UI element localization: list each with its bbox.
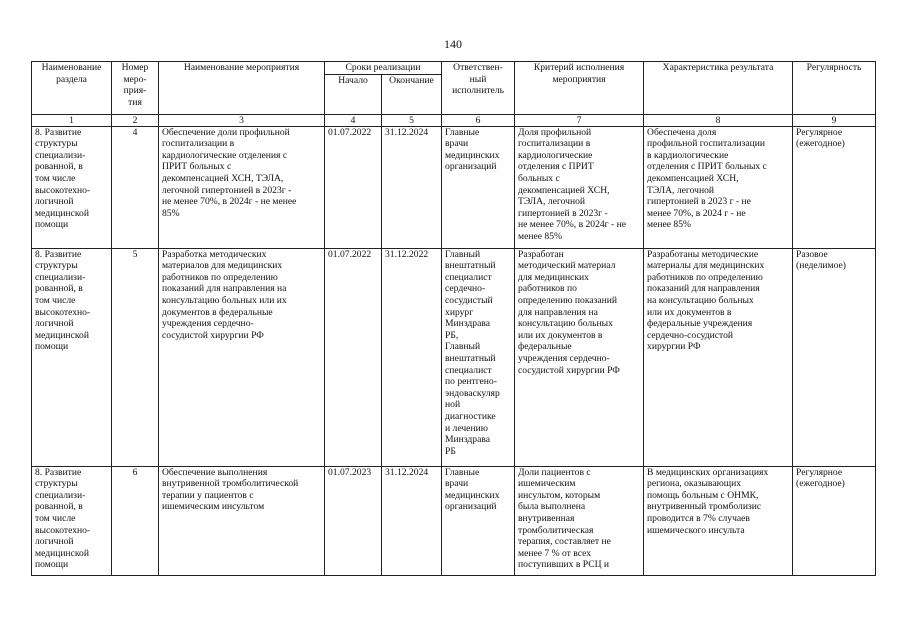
column-number-row bbox=[32, 114, 876, 126]
header-criterion: Критерий исполнения мероприятия bbox=[515, 62, 644, 115]
row-result: Разработаны методические материалы для медицинских работников по определению показаний для направления на консультацию больных или их документов в федеральные учреждения сердечно-сосудистой хирургии РФ bbox=[644, 248, 793, 466]
row-end: 31.12.2022 bbox=[382, 248, 442, 466]
events-table bbox=[31, 61, 876, 576]
table-row bbox=[32, 248, 876, 466]
row-result: В медицинских организациях региона, оказывающих помощь больным с ОНМК, внутривенный тромболизис проводится в 7% случаев ишемического инсульта bbox=[647, 466, 769, 536]
row-event: Обеспечение доли профильной госпитализации в кардиологические отделения с ПРИТ больных с декомпенсацией ХСН, ТЭЛА, легочной гипертонией в 2023г - не менее 70%, в 2024г - не менее 85% bbox=[159, 126, 325, 248]
row-number: 6 bbox=[112, 466, 159, 575]
column-number: 2 bbox=[112, 114, 159, 126]
row-criterion: Разработан методический материал для медицинских работников по определению показаний для направления на консультацию больных или их документов в федеральные учреждения сердечно- сосудистой хирургии РФ bbox=[515, 248, 644, 466]
header-terms: Сроки реализации bbox=[325, 62, 442, 75]
row-start: 01.07.2022 bbox=[325, 126, 382, 248]
column-number: 3 bbox=[159, 114, 325, 126]
column-number: 6 bbox=[442, 114, 515, 126]
row-event: Разработка методических материалов для медицинских работников по определению показаний для направления на консультацию больных или их документов в федеральные учреждения сердечно- сосудистой хирургии РФ bbox=[159, 248, 325, 466]
column-number: 7 bbox=[515, 114, 644, 126]
row-end: 31.12.2024 bbox=[382, 466, 442, 575]
row-end: 31.12.2024 bbox=[382, 126, 442, 248]
column-number: 9 bbox=[793, 114, 876, 126]
header-result: Характеристика результата bbox=[644, 62, 793, 115]
table-row bbox=[32, 126, 876, 248]
row-criterion: Доли пациентов с ишемическим инсультом, которым была выполнена внутривенная тромболитическая терапия, составляет не менее 7 % от всех поступивших в РСЦ и bbox=[518, 466, 611, 571]
row-start: 01.07.2022 bbox=[325, 248, 382, 466]
header-number: Номер меро- прия- тия bbox=[112, 62, 159, 115]
row-start: 01.07.2023 bbox=[325, 466, 382, 575]
row-event: Обеспечение выполнения внутривенной тромболитической терапии у пациентов с ишемическим инсультом bbox=[162, 466, 299, 513]
row-number: 4 bbox=[112, 126, 159, 248]
row-regularity: Регулярное (ежегодное) bbox=[793, 126, 876, 248]
column-number: 1 bbox=[32, 114, 112, 126]
header-section: Наименование раздела bbox=[32, 62, 112, 115]
header-responsible: Ответствен- ный исполнитель bbox=[442, 62, 515, 115]
header-regularity: Регулярность bbox=[793, 62, 876, 115]
page-number: 140 bbox=[444, 37, 462, 51]
row-section: 8. Развитие структуры специализи- рованной, в том числе высокотехно- логичной медицинской помощи bbox=[32, 126, 112, 248]
header-start: Начало bbox=[325, 74, 382, 114]
row-responsible: Главный внештатный специалист сердечно- сосудистый хирург Минздрава РБ, Главный внештатный специалист по рентгено- эндоваскуляр ной диагностике и лечению Минздрава РБ bbox=[442, 248, 515, 466]
row-regularity: Регулярное (ежегодное) bbox=[796, 466, 845, 490]
row-section: 8. Развитие структуры специализи- рованной, в том числе высокотехно- логичной медицинской помощи bbox=[35, 466, 91, 571]
row-regularity: Разовое (неделимое) bbox=[793, 248, 876, 466]
row-result: Обеспечена доля профильной госпитализации в кардиологические отделения с ПРИТ больных с декомпенсацией ХСН, ТЭЛА, легочной гипертонией в 2023 г - не менее 70%, в 2024 г - не менее 85% bbox=[644, 126, 793, 248]
row-responsible: Главные врачи медицинских организаций bbox=[445, 466, 500, 513]
row-number: 5 bbox=[112, 248, 159, 466]
row-section: 8. Развитие структуры специализи- рованной, в том числе высокотехно- логичной медицинской помощи bbox=[32, 248, 112, 466]
header-end: Окончание bbox=[382, 74, 442, 114]
column-number: 8 bbox=[644, 114, 793, 126]
table-row bbox=[32, 466, 876, 575]
row-responsible: Главные врачи медицинских организаций bbox=[442, 126, 515, 248]
row-criterion: Доля профильной госпитализации в кардиологические отделения с ПРИТ больных с декомпенсацией ХСН, ТЭЛА, легочной гипертонией в 2023г - не менее 70%, в 2024г - не менее 85% bbox=[515, 126, 644, 248]
header-event: Наименование мероприятия bbox=[159, 62, 325, 115]
column-number: 5 bbox=[382, 114, 442, 126]
column-number: 4 bbox=[325, 114, 382, 126]
